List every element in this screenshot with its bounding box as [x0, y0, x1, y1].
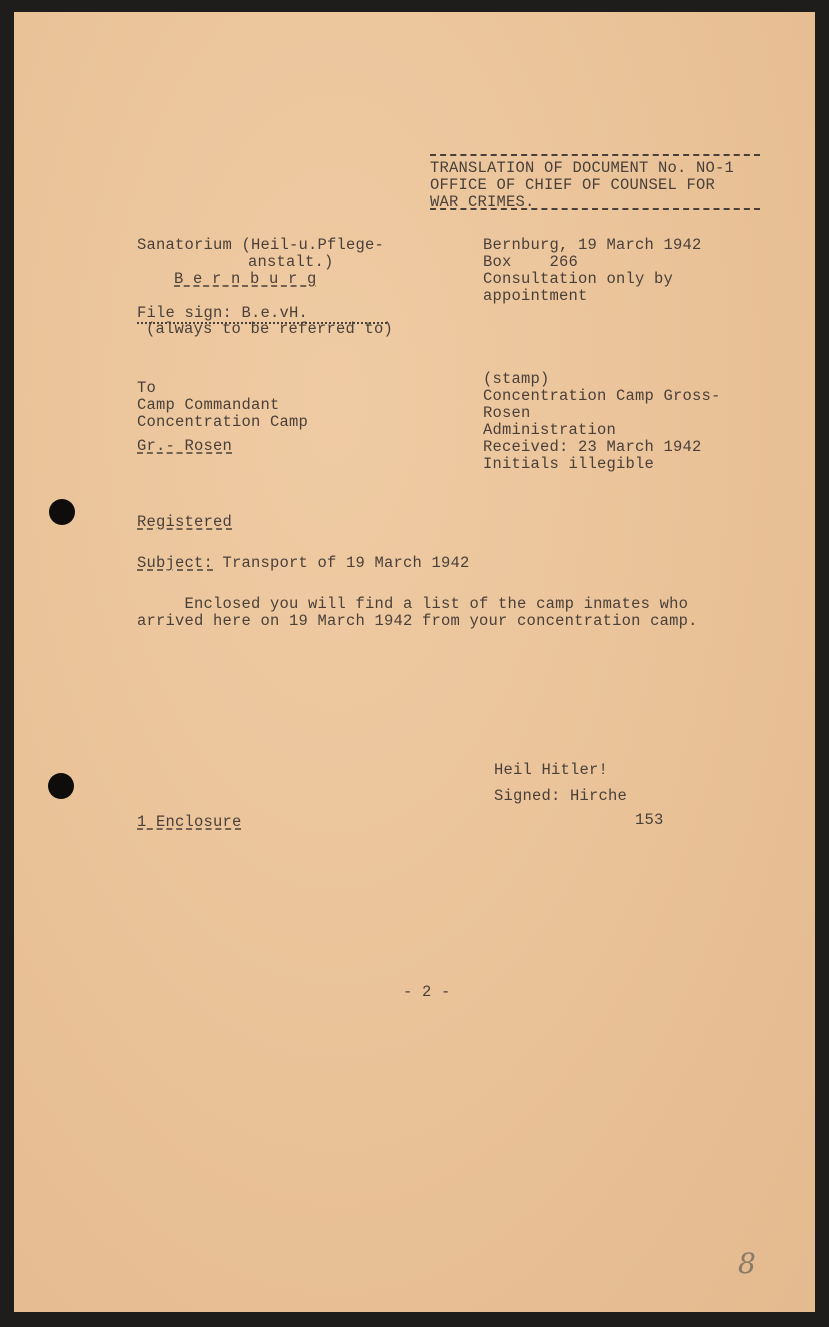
subject-text: Transport of 19 March 1942 [213, 554, 470, 572]
subject-line [137, 555, 470, 572]
body-line-1: Enclosed you will find a list of the camp inmates who [137, 595, 689, 613]
punch-hole-bottom [48, 773, 74, 799]
sender-line-1: Sanatorium (Heil-u.Pflege- [137, 236, 385, 254]
document-page [14, 12, 815, 1312]
punch-hole-top [49, 499, 75, 525]
dateline-line-1: Bernburg, 19 March 1942 [483, 236, 702, 254]
stamp-line-2: Concentration Camp Gross- [483, 387, 721, 405]
header-line-2: OFFICE OF CHIEF OF COUNSEL FOR [430, 176, 716, 194]
recipient-line-1: To [137, 379, 157, 397]
body-line-2: arrived here on 19 March 1942 from your concentration camp. [137, 612, 698, 630]
stamp-line-5: Received: 23 March 1942 [483, 438, 702, 456]
recipient-line-3: Concentration Camp [137, 413, 309, 431]
sender-line-2: anstalt.) [248, 253, 334, 271]
dateline-line-4: appointment [483, 287, 588, 305]
header-rule-top [430, 154, 760, 156]
stamp-line-4: Administration [483, 421, 617, 439]
header-rule-bottom [430, 208, 760, 210]
registered-label: Registered [137, 513, 233, 531]
dateline-line-3: Consultation only by [483, 270, 674, 288]
recipient-line-4: Gr.- Rosen [137, 437, 233, 455]
page-number: - 2 - [403, 983, 451, 1001]
closing-line-1: Heil Hitler! [494, 761, 609, 779]
stamp-line-1: (stamp) [483, 370, 550, 388]
header-line-1: TRANSLATION OF DOCUMENT No. NO-1 [430, 159, 735, 177]
closing-line-2: Signed: Hirche [494, 787, 628, 805]
stamp-line-6: Initials illegible [483, 455, 655, 473]
subject-label: Subject: [137, 554, 214, 572]
handwritten-mark: 8 [738, 1247, 756, 1280]
file-sign-note: (always to be referred to) [146, 320, 394, 338]
closing-number: 153 [635, 811, 664, 829]
sender-city: B e r n b u r g [174, 270, 317, 288]
enclosure-label: 1 Enclosure [137, 813, 242, 831]
stamp-line-3: Rosen [483, 404, 531, 422]
file-sign: File sign: B.e.vH. [137, 305, 387, 324]
recipient-line-2: Camp Commandant [137, 396, 280, 414]
header-line-3: WAR CRIMES. [430, 193, 535, 211]
dateline-line-2: Box 266 [483, 253, 579, 271]
